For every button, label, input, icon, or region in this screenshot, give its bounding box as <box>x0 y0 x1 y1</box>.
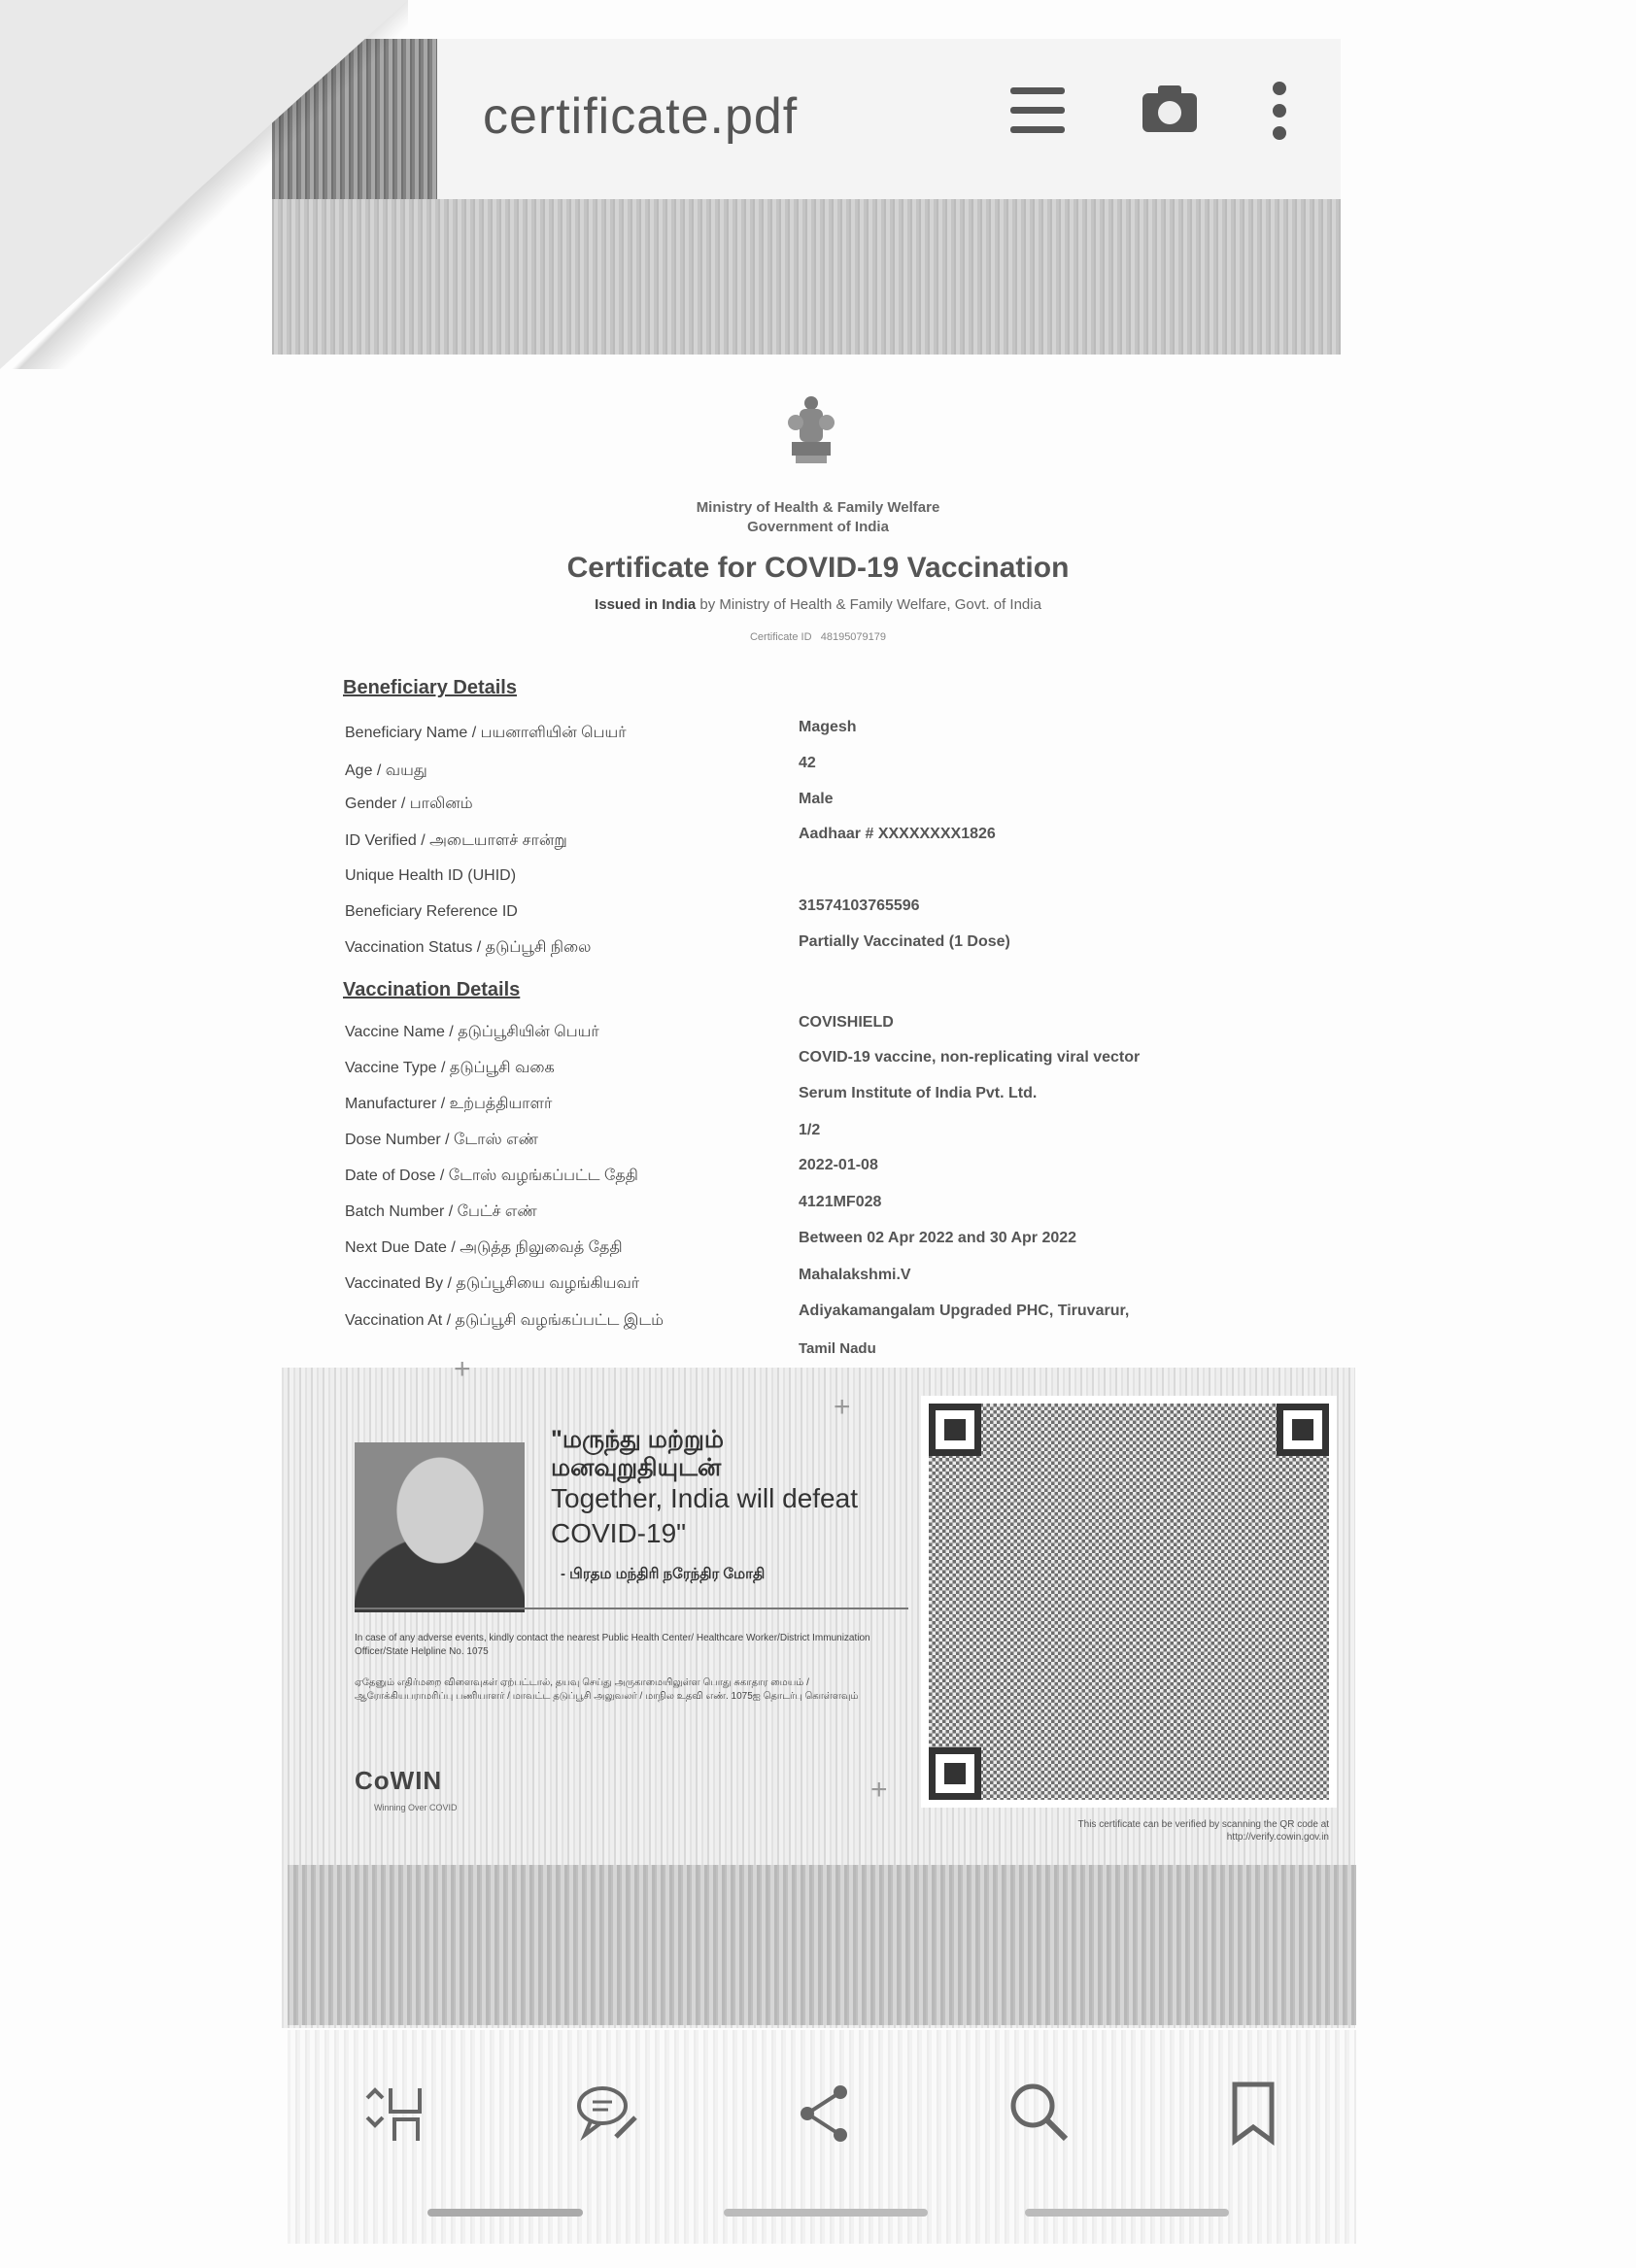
ministry-line2: Government of India <box>747 519 889 535</box>
vaccination-status-value: Partially Vaccinated (1 Dose) <box>799 933 1010 950</box>
age-label: Age / வயது <box>345 762 427 779</box>
beneficiary-heading: Beneficiary Details <box>343 677 517 698</box>
manufacturer-label: Manufacturer / உற்பத்தியாளர் <box>345 1096 553 1112</box>
certificate-id-value: 48195079179 <box>820 631 887 643</box>
id-verified-value: Aadhaar # XXXXXXXX1826 <box>799 826 996 842</box>
verify-url: http://verify.cowin.gov.in <box>1226 1832 1329 1843</box>
pm-photo <box>355 1442 525 1612</box>
cowin-tagline: Winning Over COVID <box>374 1803 458 1812</box>
qr-modules <box>929 1404 1329 1800</box>
next-due-label: Next Due Date / அடுத்த நிலுவைத் தேதி <box>345 1239 623 1256</box>
issued-rest: by Ministry of Health & Family Welfare, Govt. of India <box>699 596 1041 613</box>
qr-finder <box>929 1747 981 1800</box>
vaccination-at-value-line2: Tamil Nadu <box>799 1340 876 1357</box>
dose-number-label: Dose Number / டோஸ் எண் <box>345 1132 538 1148</box>
date-of-dose-value: 2022-01-08 <box>799 1157 878 1173</box>
certificate-id-label: Certificate ID <box>749 631 812 643</box>
scroll-handle[interactable] <box>1025 2209 1229 2217</box>
certificate-title: Certificate for COVID-19 Vaccination <box>566 552 1070 584</box>
next-due-value: Between 02 Apr 2022 and 30 Apr 2022 <box>799 1230 1077 1246</box>
vaccinated-by-label: Vaccinated By / தடுப்பூசியை வழங்கியவர் <box>345 1275 640 1292</box>
date-of-dose-label: Date of Dose / டோஸ் வழங்கப்பட்ட தேதி <box>345 1168 638 1184</box>
qr-finder <box>929 1404 981 1456</box>
page-fold <box>0 0 408 369</box>
qr-finder <box>1277 1404 1329 1456</box>
more-vertical-icon[interactable] <box>1273 82 1286 140</box>
vaccination-at-label: Vaccination At / தடுப்பூசி வழங்கப்பட்ட இடம் <box>345 1312 664 1329</box>
scroll-handle[interactable] <box>427 2209 583 2217</box>
beneficiary-name-value: Magesh <box>799 719 857 735</box>
share-icon[interactable] <box>792 2079 860 2147</box>
certificate-id <box>0 631 1636 643</box>
list-icon[interactable] <box>1010 85 1065 136</box>
quote-english-line1: Together, India will defeat <box>551 1483 858 1513</box>
id-verified-label: ID Verified / அடையாளச் சான்று <box>345 832 567 849</box>
adverse-events-tamil: ஏதேனும் எதிர்மறை விளைவுகள் ஏற்பட்டால், தயவு செய்து அருகாமையிலுள்ள பொது சுகாதார மையம் / ஆரோக்கியபராமரிப்பு பணியாளர் / மாவட்ட தடுப்பூசி அலுவலர் / மாநில உதவி எண். 1075ஐ தொடர்பு கொள்ளவும் <box>355 1677 859 1702</box>
reference-id-value: 31574103765596 <box>799 897 920 914</box>
page-navigate-icon[interactable] <box>359 2079 427 2147</box>
comment-icon[interactable] <box>573 2079 641 2147</box>
adverse-events-english: In case of any adverse events, kindly contact the nearest Public Health Center/ Healthcare Worker/District Immunization Officer/State Helpline No. 1075 <box>355 1633 870 1657</box>
footer-divider <box>355 1608 908 1609</box>
scan-band <box>288 1865 1356 2025</box>
gender-value: Male <box>799 791 834 807</box>
plus-mark: + <box>834 1391 851 1423</box>
verify-line1: This certificate can be verified by scanning the QR code at <box>1077 1819 1329 1830</box>
qr-code <box>921 1396 1337 1808</box>
scan-band <box>272 199 1341 355</box>
verify-note <box>921 1818 1329 1844</box>
batch-number-value: 4121MF028 <box>799 1194 882 1210</box>
quote-tamil-line2: மனவுறுதியுடன் <box>551 1454 722 1481</box>
vaccine-type-label: Vaccine Type / தடுப்பூசி வகை <box>345 1060 555 1076</box>
vaccine-name-label: Vaccine Name / தடுப்பூசியின் பெயர் <box>345 1024 599 1040</box>
quote-attribution: - பிரதம மந்திரி நரேந்திர மோதி <box>561 1566 766 1582</box>
reference-id-label: Beneficiary Reference ID <box>345 903 518 920</box>
search-icon[interactable] <box>1005 2079 1074 2147</box>
beneficiary-name-label: Beneficiary Name / பயனாளியின் பெயர் <box>345 725 627 741</box>
bookmark-icon[interactable] <box>1219 2079 1287 2147</box>
camera-icon[interactable] <box>1142 93 1197 132</box>
scroll-handle[interactable] <box>724 2209 928 2217</box>
vaccination-heading: Vaccination Details <box>343 979 521 1000</box>
cowin-logo: CoWIN <box>355 1766 443 1795</box>
uhid-label: Unique Health ID (UHID) <box>345 867 517 884</box>
quote-tamil-line1: "மருந்து மற்றும் <box>551 1426 724 1453</box>
vaccinated-by-value: Mahalakshmi.V <box>799 1267 911 1283</box>
age-value: 42 <box>799 755 816 771</box>
manufacturer-value: Serum Institute of India Pvt. Ltd. <box>799 1085 1038 1101</box>
vaccine-type-value: COVID-19 vaccine, non-replicating viral vector <box>799 1049 1141 1066</box>
dose-number-value: 1/2 <box>799 1122 821 1138</box>
issued-line <box>0 596 1636 613</box>
plus-mark: + <box>870 1774 888 1806</box>
vaccine-name-value: COVISHIELD <box>799 1014 894 1031</box>
vaccination-status-label: Vaccination Status / தடுப்பூசி நிலை <box>345 939 592 956</box>
batch-number-label: Batch Number / பேட்ச் எண் <box>345 1203 537 1220</box>
ministry-line1: Ministry of Health & Family Welfare <box>696 499 940 516</box>
emblem-icon <box>782 393 840 481</box>
document-title: certificate.pdf <box>483 88 799 145</box>
gender-label: Gender / பாலினம் <box>345 795 473 812</box>
issued-prefix: Issued in India <box>595 596 697 613</box>
vaccination-at-value: Adiyakamangalam Upgraded PHC, Tiruvarur, <box>799 1303 1130 1319</box>
plus-mark: + <box>454 1353 471 1385</box>
quote-english-line2: COVID-19" <box>551 1518 687 1548</box>
